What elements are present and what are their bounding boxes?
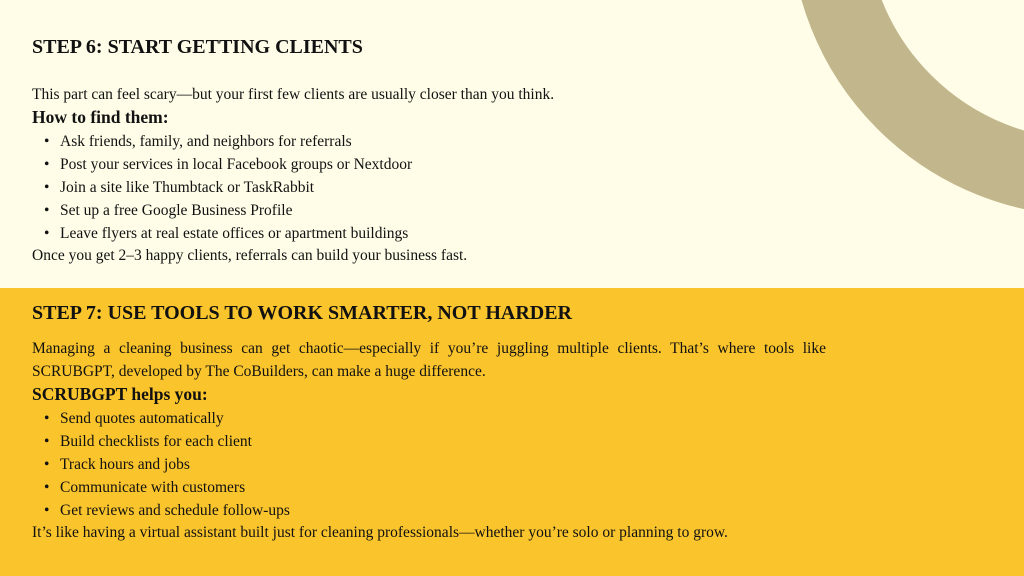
step7-title: STEP 7: USE TOOLS TO WORK SMARTER, NOT HARDER (32, 302, 572, 324)
bullet-icon: • (44, 479, 50, 496)
list-item-text: Set up a free Google Business Profile (60, 202, 293, 219)
list-item-text: Ask friends, family, and neighbors for referrals (60, 133, 352, 150)
list-item-text: Communicate with customers (60, 479, 246, 496)
step7-bullet-list (44, 407, 290, 522)
bullet-icon: • (44, 133, 50, 150)
bullet-icon: • (44, 502, 50, 519)
list-item (44, 430, 290, 453)
list-item-text: Get reviews and schedule follow-ups (60, 502, 290, 519)
list-item (44, 199, 412, 222)
list-item (44, 176, 412, 199)
list-item (44, 453, 290, 476)
bullet-icon: • (44, 202, 50, 219)
list-item-text: Join a site like Thumbtack or TaskRabbit (60, 179, 315, 196)
list-item (44, 499, 290, 522)
bullet-icon: • (44, 156, 50, 173)
list-item (44, 476, 290, 499)
step6-subhead: How to find them: (32, 107, 169, 127)
step6-intro: This part can feel scary—but your first few clients are usually closer than you think. (32, 86, 555, 103)
list-item-text: Leave flyers at real estate offices or apartment buildings (60, 225, 409, 242)
bullet-icon: • (44, 410, 50, 427)
list-item-text: Track hours and jobs (60, 456, 190, 473)
step6-outro: Once you get 2–3 happy clients, referrals can build your business fast. (32, 247, 468, 264)
list-item-text: Send quotes automatically (60, 410, 224, 427)
bullet-icon: • (44, 179, 50, 196)
step7-section (0, 288, 1024, 576)
bullet-icon: • (44, 225, 50, 242)
bullet-icon: • (44, 433, 50, 450)
list-item-text: Build checklists for each client (60, 433, 252, 450)
list-item (44, 130, 412, 153)
step7-subhead: SCRUBGPT helps you: (32, 384, 208, 404)
list-item (44, 153, 412, 176)
list-item (44, 407, 290, 430)
step7-outro: It’s like having a virtual assistant built just for cleaning professionals—whether you’re solo or planning to grow. (32, 524, 728, 541)
step7-intro: Managing a cleaning business can get chaotic—especially if you’re juggling multiple clients. That’s where tools like SCRUBGPT, developed by The CoBuilders, can make a huge difference. (32, 340, 826, 380)
list-item (44, 222, 412, 245)
step6-bullet-list (44, 130, 412, 245)
bullet-icon: • (44, 456, 50, 473)
list-item-text: Post your services in local Facebook groups or Nextdoor (60, 156, 413, 173)
step6-title: STEP 6: START GETTING CLIENTS (32, 36, 363, 58)
